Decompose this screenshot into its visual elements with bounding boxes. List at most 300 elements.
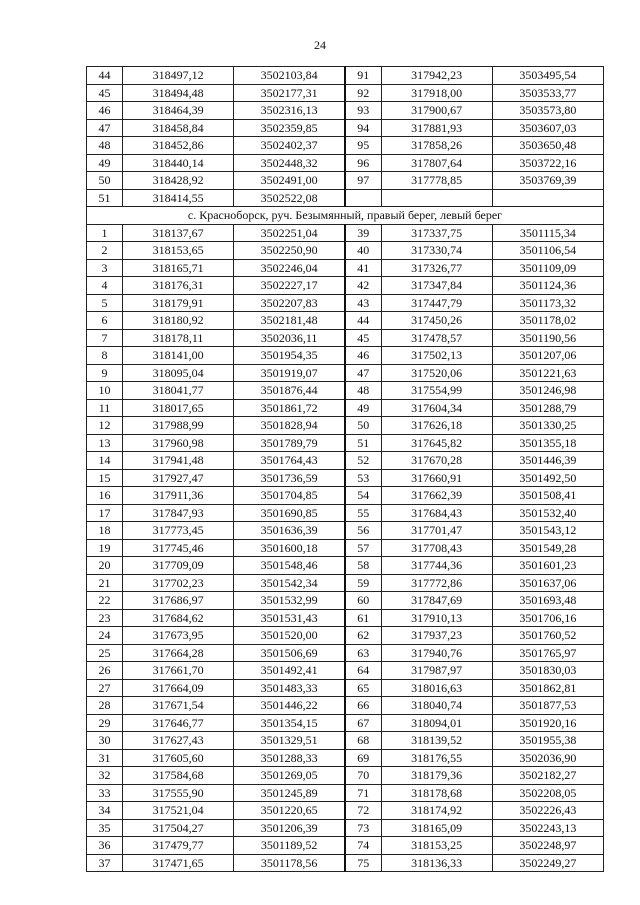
- y-coordinate-cell: 3502208,05: [492, 784, 603, 802]
- x-coordinate-cell: 317847,69: [381, 592, 492, 610]
- y-coordinate-cell: 3501706,16: [492, 609, 603, 627]
- y-coordinate-cell: 3502243,13: [492, 819, 603, 837]
- x-coordinate-cell: 318165,71: [123, 259, 234, 277]
- x-coordinate-cell: 317709,09: [123, 557, 234, 575]
- point-number-cell: 70: [345, 767, 381, 785]
- point-number-cell: 39: [345, 224, 381, 242]
- y-coordinate-cell: 3501736,59: [234, 469, 345, 487]
- table-row: [87, 802, 604, 820]
- point-number-cell: 31: [87, 749, 123, 767]
- point-number-cell: 75: [345, 854, 381, 872]
- point-number-cell: 92: [345, 84, 381, 102]
- y-coordinate-cell: 3502522,08: [234, 189, 345, 207]
- point-number-cell: 51: [87, 189, 123, 207]
- x-coordinate-cell: 317673,95: [123, 627, 234, 645]
- point-number-cell: 50: [345, 417, 381, 435]
- y-coordinate-cell: 3501955,38: [492, 732, 603, 750]
- x-coordinate-cell: 317940,76: [381, 644, 492, 662]
- point-number-cell: 48: [87, 137, 123, 155]
- y-coordinate-cell: 3501861,72: [234, 399, 345, 417]
- table-row: [87, 154, 604, 172]
- x-coordinate-cell: 317645,82: [381, 434, 492, 452]
- x-coordinate-cell: 317478,57: [381, 329, 492, 347]
- x-coordinate-cell: 317881,93: [381, 119, 492, 137]
- x-coordinate-cell: 317773,45: [123, 522, 234, 540]
- point-number-cell: 18: [87, 522, 123, 540]
- point-number-cell: 59: [345, 574, 381, 592]
- point-number-cell: 95: [345, 137, 381, 155]
- x-coordinate-cell: 318440,14: [123, 154, 234, 172]
- table-row: [87, 732, 604, 750]
- x-coordinate-cell: 317471,65: [123, 854, 234, 872]
- y-coordinate-cell: 3501760,52: [492, 627, 603, 645]
- point-number-cell: 10: [87, 382, 123, 400]
- x-coordinate-cell: 317347,84: [381, 277, 492, 295]
- x-coordinate-cell: 317661,70: [123, 662, 234, 680]
- point-number-cell: 46: [87, 102, 123, 120]
- point-number-cell: 93: [345, 102, 381, 120]
- x-coordinate-cell: 318180,92: [123, 312, 234, 330]
- point-number-cell: 26: [87, 662, 123, 680]
- x-coordinate-cell: 317330,74: [381, 242, 492, 260]
- x-coordinate-cell: 317502,13: [381, 347, 492, 365]
- x-coordinate-cell: 317447,79: [381, 294, 492, 312]
- point-number-cell: 6: [87, 312, 123, 330]
- point-number-cell: 21: [87, 574, 123, 592]
- y-coordinate-cell: 3501532,99: [234, 592, 345, 610]
- x-coordinate-cell: 317702,23: [123, 574, 234, 592]
- y-coordinate-cell: 3501178,02: [492, 312, 603, 330]
- x-coordinate-cell: 318176,31: [123, 277, 234, 295]
- x-coordinate-cell: 317520,06: [381, 364, 492, 382]
- section-row: [87, 207, 604, 225]
- table-row: [87, 137, 604, 155]
- y-coordinate-cell: 3501329,51: [234, 732, 345, 750]
- table-row: [87, 312, 604, 330]
- table-row: [87, 837, 604, 855]
- table-row: [87, 189, 604, 207]
- point-number-cell: 16: [87, 487, 123, 505]
- point-number-cell: 34: [87, 802, 123, 820]
- x-coordinate-cell: 318178,11: [123, 329, 234, 347]
- y-coordinate-cell: 3502036,11: [234, 329, 345, 347]
- y-coordinate-cell: 3502448,32: [234, 154, 345, 172]
- point-number-cell: 96: [345, 154, 381, 172]
- table-row: [87, 67, 604, 85]
- y-coordinate-cell: 3501954,35: [234, 347, 345, 365]
- point-number-cell: 13: [87, 434, 123, 452]
- point-number-cell: 9: [87, 364, 123, 382]
- point-number-cell: 45: [87, 84, 123, 102]
- x-coordinate-cell: 317772,86: [381, 574, 492, 592]
- y-coordinate-cell: 3503607,03: [492, 119, 603, 137]
- point-number-cell: 58: [345, 557, 381, 575]
- point-number-cell: 47: [87, 119, 123, 137]
- x-coordinate-cell: 317910,13: [381, 609, 492, 627]
- y-coordinate-cell: 3501600,18: [234, 539, 345, 557]
- x-coordinate-cell: 317521,04: [123, 802, 234, 820]
- x-coordinate-cell: 318452,86: [123, 137, 234, 155]
- y-coordinate-cell: 3501124,36: [492, 277, 603, 295]
- x-coordinate-cell: 318137,67: [123, 224, 234, 242]
- y-coordinate-cell: 3501355,18: [492, 434, 603, 452]
- x-coordinate-cell: 317900,67: [381, 102, 492, 120]
- table-row: [87, 102, 604, 120]
- x-coordinate-cell: 317664,28: [123, 644, 234, 662]
- point-number-cell: 40: [345, 242, 381, 260]
- point-number-cell: 5: [87, 294, 123, 312]
- x-coordinate-cell: 317847,93: [123, 504, 234, 522]
- y-coordinate-cell: 3501764,43: [234, 452, 345, 470]
- x-coordinate-cell: 317745,46: [123, 539, 234, 557]
- point-number-cell: 8: [87, 347, 123, 365]
- x-coordinate-cell: 317937,23: [381, 627, 492, 645]
- y-coordinate-cell: 3501354,15: [234, 714, 345, 732]
- y-coordinate-cell: 3501636,39: [234, 522, 345, 540]
- point-number-cell: 41: [345, 259, 381, 277]
- y-coordinate-cell: 3503650,48: [492, 137, 603, 155]
- point-number-cell: 74: [345, 837, 381, 855]
- y-coordinate-cell: 3501542,34: [234, 574, 345, 592]
- table-row: [87, 487, 604, 505]
- y-coordinate-cell: 3502316,13: [234, 102, 345, 120]
- table-row: [87, 259, 604, 277]
- point-number-cell: 46: [345, 347, 381, 365]
- y-coordinate-cell: 3501288,79: [492, 399, 603, 417]
- point-number-cell: 52: [345, 452, 381, 470]
- point-number-cell: 27: [87, 679, 123, 697]
- x-coordinate-cell: 318016,63: [381, 679, 492, 697]
- table-row: [87, 749, 604, 767]
- y-coordinate-cell: 3501483,33: [234, 679, 345, 697]
- table-row: [87, 557, 604, 575]
- table-row: [87, 172, 604, 190]
- x-coordinate-cell: 318040,74: [381, 697, 492, 715]
- y-coordinate-cell: 3501601,23: [492, 557, 603, 575]
- y-coordinate-cell: 3501693,48: [492, 592, 603, 610]
- x-coordinate-cell: 318179,91: [123, 294, 234, 312]
- section-row-group: [87, 207, 604, 225]
- table-row: [87, 294, 604, 312]
- x-coordinate-cell: 317555,90: [123, 784, 234, 802]
- point-number-cell: 43: [345, 294, 381, 312]
- x-coordinate-cell: 317987,97: [381, 662, 492, 680]
- point-number-cell: 91: [345, 67, 381, 85]
- point-number-cell: 97: [345, 172, 381, 190]
- x-coordinate-cell: 317326,77: [381, 259, 492, 277]
- y-coordinate-cell: 3501531,43: [234, 609, 345, 627]
- y-coordinate-cell: 3501520,00: [234, 627, 345, 645]
- point-number-cell: 47: [345, 364, 381, 382]
- point-number-cell: 49: [345, 399, 381, 417]
- y-coordinate-cell: 3501862,81: [492, 679, 603, 697]
- x-coordinate-cell: 317671,54: [123, 697, 234, 715]
- y-coordinate-cell: 3501178,56: [234, 854, 345, 872]
- x-coordinate-cell: 318041,77: [123, 382, 234, 400]
- point-number-cell: 29: [87, 714, 123, 732]
- x-coordinate-cell: 317450,26: [381, 312, 492, 330]
- point-number-cell: 62: [345, 627, 381, 645]
- y-coordinate-cell: 3501830,03: [492, 662, 603, 680]
- y-coordinate-cell: 3502177,31: [234, 84, 345, 102]
- x-coordinate-cell: 318017,65: [123, 399, 234, 417]
- point-number-cell: 30: [87, 732, 123, 750]
- table-row: [87, 714, 604, 732]
- point-number-cell: 7: [87, 329, 123, 347]
- x-coordinate-cell: 317660,91: [381, 469, 492, 487]
- y-coordinate-cell: 3501828,94: [234, 417, 345, 435]
- x-coordinate-cell: 318174,92: [381, 802, 492, 820]
- y-coordinate-cell: 3501876,44: [234, 382, 345, 400]
- point-number-cell: 51: [345, 434, 381, 452]
- y-coordinate-cell: 3501532,40: [492, 504, 603, 522]
- y-coordinate-cell: 3501690,85: [234, 504, 345, 522]
- x-coordinate-cell: [381, 189, 492, 207]
- x-coordinate-cell: 317708,43: [381, 539, 492, 557]
- table-row: [87, 522, 604, 540]
- y-coordinate-cell: 3501109,09: [492, 259, 603, 277]
- y-coordinate-cell: 3502226,43: [492, 802, 603, 820]
- point-number-cell: 66: [345, 697, 381, 715]
- table-row: [87, 224, 604, 242]
- x-coordinate-cell: 317807,64: [381, 154, 492, 172]
- point-number-cell: [345, 189, 381, 207]
- y-coordinate-cell: 3502103,84: [234, 67, 345, 85]
- table-row: [87, 819, 604, 837]
- x-coordinate-cell: 318179,36: [381, 767, 492, 785]
- point-number-cell: 37: [87, 854, 123, 872]
- y-coordinate-cell: 3501549,28: [492, 539, 603, 557]
- point-number-cell: 60: [345, 592, 381, 610]
- point-number-cell: 11: [87, 399, 123, 417]
- x-coordinate-cell: 317684,62: [123, 609, 234, 627]
- y-coordinate-cell: 3501189,52: [234, 837, 345, 855]
- point-number-cell: 44: [345, 312, 381, 330]
- y-coordinate-cell: 3501115,34: [492, 224, 603, 242]
- point-number-cell: 54: [345, 487, 381, 505]
- table-row: [87, 592, 604, 610]
- y-coordinate-cell: 3501190,56: [492, 329, 603, 347]
- point-number-cell: 48: [345, 382, 381, 400]
- y-coordinate-cell: 3503495,54: [492, 67, 603, 85]
- table-row: [87, 504, 604, 522]
- y-coordinate-cell: 3501206,39: [234, 819, 345, 837]
- y-coordinate-cell: 3501877,53: [492, 697, 603, 715]
- point-number-cell: 1: [87, 224, 123, 242]
- table-row: [87, 662, 604, 680]
- x-coordinate-cell: 317942,23: [381, 67, 492, 85]
- y-coordinate-cell: 3501221,63: [492, 364, 603, 382]
- x-coordinate-cell: 318494,48: [123, 84, 234, 102]
- point-number-cell: 44: [87, 67, 123, 85]
- point-number-cell: 25: [87, 644, 123, 662]
- point-number-cell: 53: [345, 469, 381, 487]
- y-coordinate-cell: 3501508,41: [492, 487, 603, 505]
- point-number-cell: 64: [345, 662, 381, 680]
- x-coordinate-cell: 318153,25: [381, 837, 492, 855]
- point-number-cell: 2: [87, 242, 123, 260]
- x-coordinate-cell: 317479,77: [123, 837, 234, 855]
- y-coordinate-cell: 3503722,16: [492, 154, 603, 172]
- table-row: [87, 679, 604, 697]
- y-coordinate-cell: 3502250,90: [234, 242, 345, 260]
- x-coordinate-cell: 318165,09: [381, 819, 492, 837]
- x-coordinate-cell: 317337,75: [381, 224, 492, 242]
- table-row: [87, 469, 604, 487]
- point-number-cell: 19: [87, 539, 123, 557]
- y-coordinate-cell: 3502246,04: [234, 259, 345, 277]
- y-coordinate-cell: 3501704,85: [234, 487, 345, 505]
- x-coordinate-cell: 318136,33: [381, 854, 492, 872]
- point-number-cell: 14: [87, 452, 123, 470]
- table-row: [87, 364, 604, 382]
- y-coordinate-cell: 3501207,06: [492, 347, 603, 365]
- x-coordinate-cell: 317927,47: [123, 469, 234, 487]
- point-number-cell: 36: [87, 837, 123, 855]
- point-number-cell: 71: [345, 784, 381, 802]
- x-coordinate-cell: 317858,26: [381, 137, 492, 155]
- point-number-cell: 42: [345, 277, 381, 295]
- x-coordinate-cell: 318094,01: [381, 714, 492, 732]
- point-number-cell: 65: [345, 679, 381, 697]
- y-coordinate-cell: [492, 189, 603, 207]
- x-coordinate-cell: 318141,00: [123, 347, 234, 365]
- y-coordinate-cell: 3501269,05: [234, 767, 345, 785]
- x-coordinate-cell: 317664,09: [123, 679, 234, 697]
- point-number-cell: 69: [345, 749, 381, 767]
- y-coordinate-cell: 3501288,33: [234, 749, 345, 767]
- point-number-cell: 55: [345, 504, 381, 522]
- table-row: [87, 697, 604, 715]
- x-coordinate-cell: 318178,68: [381, 784, 492, 802]
- y-coordinate-cell: 3501492,41: [234, 662, 345, 680]
- table-row: [87, 242, 604, 260]
- coordinates-table: [86, 66, 604, 872]
- table-row: [87, 84, 604, 102]
- x-coordinate-cell: 317744,36: [381, 557, 492, 575]
- table-row: [87, 119, 604, 137]
- table-row: [87, 329, 604, 347]
- y-coordinate-cell: 3501246,98: [492, 382, 603, 400]
- x-coordinate-cell: 317646,77: [123, 714, 234, 732]
- y-coordinate-cell: 3501920,16: [492, 714, 603, 732]
- table-row: [87, 382, 604, 400]
- y-coordinate-cell: 3501765,97: [492, 644, 603, 662]
- x-coordinate-cell: 318497,12: [123, 67, 234, 85]
- x-coordinate-cell: 317627,43: [123, 732, 234, 750]
- y-coordinate-cell: 3501543,12: [492, 522, 603, 540]
- x-coordinate-cell: 317960,98: [123, 434, 234, 452]
- point-number-cell: 24: [87, 627, 123, 645]
- y-coordinate-cell: 3502182,27: [492, 767, 603, 785]
- x-coordinate-cell: 317701,47: [381, 522, 492, 540]
- y-coordinate-cell: 3501106,54: [492, 242, 603, 260]
- x-coordinate-cell: 317684,43: [381, 504, 492, 522]
- x-coordinate-cell: 318153,65: [123, 242, 234, 260]
- y-coordinate-cell: 3501637,06: [492, 574, 603, 592]
- point-number-cell: 32: [87, 767, 123, 785]
- table-row: [87, 539, 604, 557]
- point-number-cell: 63: [345, 644, 381, 662]
- y-coordinate-cell: 3502251,04: [234, 224, 345, 242]
- table-row: [87, 574, 604, 592]
- x-coordinate-cell: 318464,39: [123, 102, 234, 120]
- point-number-cell: 15: [87, 469, 123, 487]
- point-number-cell: 61: [345, 609, 381, 627]
- point-number-cell: 35: [87, 819, 123, 837]
- table-row: [87, 452, 604, 470]
- y-coordinate-cell: 3502248,97: [492, 837, 603, 855]
- x-coordinate-cell: 317670,28: [381, 452, 492, 470]
- y-coordinate-cell: 3502036,90: [492, 749, 603, 767]
- point-number-cell: 12: [87, 417, 123, 435]
- y-coordinate-cell: 3501245,89: [234, 784, 345, 802]
- y-coordinate-cell: 3502227,17: [234, 277, 345, 295]
- point-number-cell: 68: [345, 732, 381, 750]
- x-coordinate-cell: 317918,00: [381, 84, 492, 102]
- table-row: [87, 644, 604, 662]
- table-row: [87, 609, 604, 627]
- table-row: [87, 347, 604, 365]
- x-coordinate-cell: 317605,60: [123, 749, 234, 767]
- point-number-cell: 23: [87, 609, 123, 627]
- y-coordinate-cell: 3503769,39: [492, 172, 603, 190]
- y-coordinate-cell: 3501506,69: [234, 644, 345, 662]
- table-row: [87, 277, 604, 295]
- point-number-cell: 49: [87, 154, 123, 172]
- point-number-cell: 57: [345, 539, 381, 557]
- x-coordinate-cell: 318428,92: [123, 172, 234, 190]
- section-title: с. Красноборск, руч. Безымянный, правый берег, левый берег: [87, 207, 604, 225]
- y-coordinate-cell: 3501173,32: [492, 294, 603, 312]
- bottom-rows: [87, 224, 604, 872]
- x-coordinate-cell: 317686,97: [123, 592, 234, 610]
- table-row: [87, 767, 604, 785]
- x-coordinate-cell: 318176,55: [381, 749, 492, 767]
- point-number-cell: 67: [345, 714, 381, 732]
- y-coordinate-cell: 3502359,85: [234, 119, 345, 137]
- y-coordinate-cell: 3501492,50: [492, 469, 603, 487]
- point-number-cell: 17: [87, 504, 123, 522]
- y-coordinate-cell: 3503573,80: [492, 102, 603, 120]
- y-coordinate-cell: 3501548,46: [234, 557, 345, 575]
- x-coordinate-cell: 317554,99: [381, 382, 492, 400]
- y-coordinate-cell: 3502491,00: [234, 172, 345, 190]
- y-coordinate-cell: 3501789,79: [234, 434, 345, 452]
- point-number-cell: 33: [87, 784, 123, 802]
- point-number-cell: 20: [87, 557, 123, 575]
- x-coordinate-cell: 318414,55: [123, 189, 234, 207]
- y-coordinate-cell: 3501919,07: [234, 364, 345, 382]
- point-number-cell: 50: [87, 172, 123, 190]
- x-coordinate-cell: 317626,18: [381, 417, 492, 435]
- x-coordinate-cell: 318095,04: [123, 364, 234, 382]
- x-coordinate-cell: 317988,99: [123, 417, 234, 435]
- point-number-cell: 22: [87, 592, 123, 610]
- top-rows: [87, 67, 604, 207]
- y-coordinate-cell: 3501330,25: [492, 417, 603, 435]
- table-row: [87, 627, 604, 645]
- x-coordinate-cell: 317584,68: [123, 767, 234, 785]
- y-coordinate-cell: 3502181,48: [234, 312, 345, 330]
- table-row: [87, 399, 604, 417]
- y-coordinate-cell: 3501446,22: [234, 697, 345, 715]
- y-coordinate-cell: 3503533,77: [492, 84, 603, 102]
- point-number-cell: 28: [87, 697, 123, 715]
- y-coordinate-cell: 3502249,27: [492, 854, 603, 872]
- point-number-cell: 56: [345, 522, 381, 540]
- y-coordinate-cell: 3502402,37: [234, 137, 345, 155]
